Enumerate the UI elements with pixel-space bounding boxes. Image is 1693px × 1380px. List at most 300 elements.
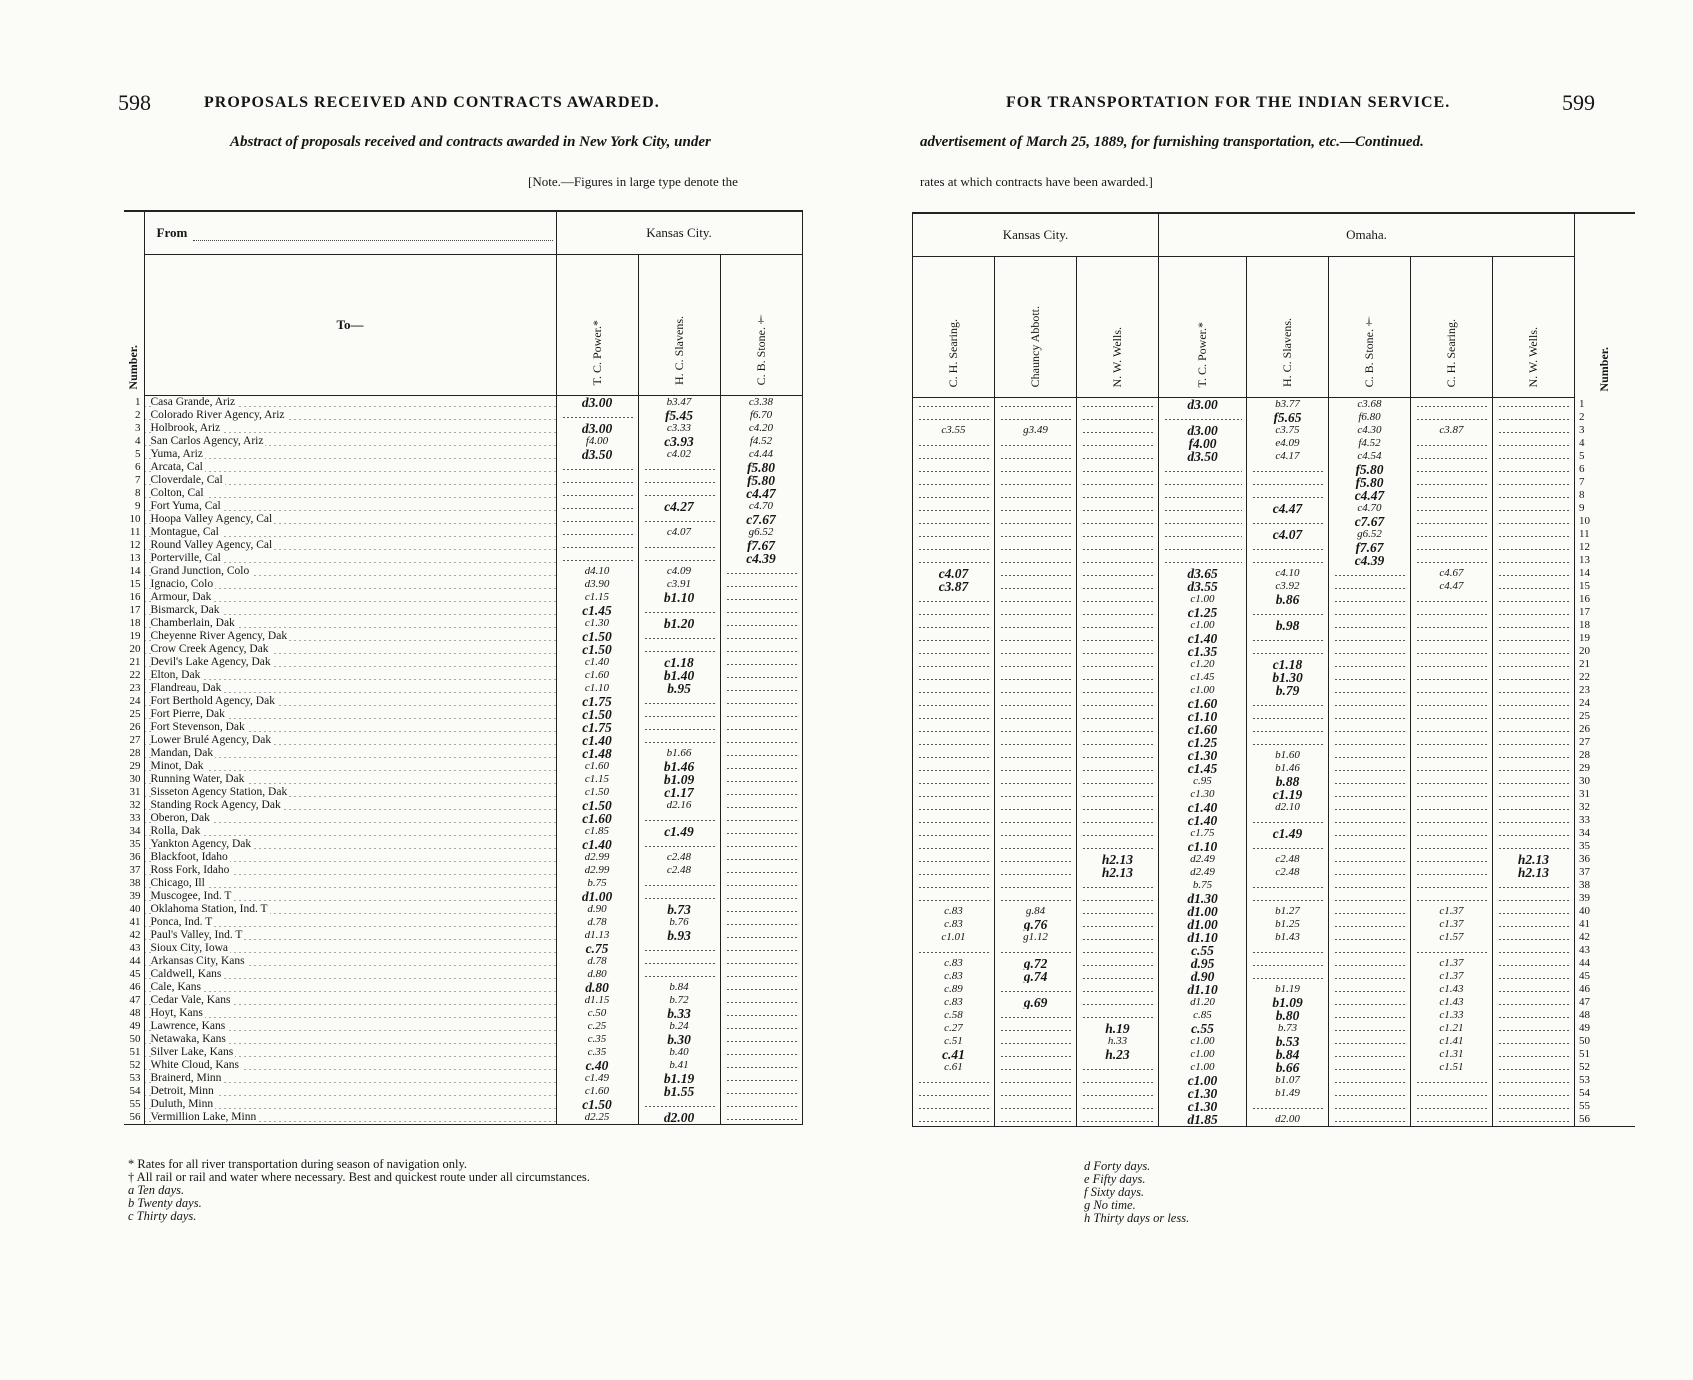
rate-cell <box>1411 801 1493 814</box>
rate-cell <box>1493 554 1575 567</box>
table-row <box>124 734 802 747</box>
rate-cell <box>720 942 802 955</box>
row-number: 48 <box>1575 1009 1635 1022</box>
row-number: 43 <box>1575 944 1635 957</box>
destination: Porterville, Cal <box>144 552 556 565</box>
rate-cell: g.72 <box>995 957 1077 970</box>
table-row <box>913 528 1635 541</box>
table-row <box>913 1035 1635 1048</box>
table-row <box>124 422 802 435</box>
rate-cell: c.55 <box>1159 944 1247 957</box>
table-row <box>124 578 802 591</box>
rate-cell <box>1329 905 1411 918</box>
rate-cell: b1.46 <box>638 760 720 773</box>
row-number: 25 <box>1575 710 1635 723</box>
rate-cell: d1.10 <box>1159 983 1247 996</box>
rate-cell <box>995 1035 1077 1048</box>
rate-cell: b.72 <box>638 994 720 1007</box>
rate-cell <box>1077 1087 1159 1100</box>
rate-cell <box>638 552 720 565</box>
table-row <box>124 669 802 682</box>
rate-cell <box>1493 1100 1575 1113</box>
rate-cell: c1.75 <box>1159 827 1247 840</box>
rate-cell: c1.40 <box>1159 632 1247 645</box>
rate-cell: b1.46 <box>1247 762 1329 775</box>
destination: Colton, Cal <box>144 487 556 500</box>
rate-cell: d3.50 <box>556 448 638 461</box>
rate-cell <box>556 461 638 474</box>
rate-cell <box>913 671 995 684</box>
table-row <box>913 723 1635 736</box>
rate-cell <box>1247 710 1329 723</box>
rate-cell <box>556 526 638 539</box>
row-number: 20 <box>124 643 144 656</box>
destination: Hoopa Valley Agency, Cal <box>144 513 556 526</box>
rate-cell <box>913 866 995 879</box>
row-number: 14 <box>124 565 144 578</box>
rate-cell <box>995 1113 1077 1127</box>
rate-cell <box>1247 892 1329 905</box>
rate-cell: c4.39 <box>1329 554 1411 567</box>
rate-cell <box>995 528 1077 541</box>
rate-cell <box>995 554 1077 567</box>
rate-cell <box>1493 931 1575 944</box>
rate-cell <box>720 1007 802 1020</box>
table-row <box>124 1111 802 1125</box>
rate-cell: c1.50 <box>556 708 638 721</box>
rate-cell: d.95 <box>1159 957 1247 970</box>
left-rates-table <box>124 210 803 1125</box>
rate-cell <box>995 710 1077 723</box>
table-row <box>124 968 802 981</box>
rate-cell <box>1493 580 1575 593</box>
bidder-header: N. W. Wells. <box>1493 257 1575 398</box>
rate-cell: b.80 <box>1247 1009 1329 1022</box>
table-row <box>913 775 1635 788</box>
table-row <box>124 695 802 708</box>
rate-cell: c4.27 <box>638 500 720 513</box>
rate-cell: c.50 <box>556 1007 638 1020</box>
rate-cell <box>1077 619 1159 632</box>
rate-cell <box>1077 502 1159 515</box>
bidder-header: T. C. Power.* <box>1159 257 1247 398</box>
footnotes <box>1084 1160 1189 1225</box>
rate-cell <box>1077 944 1159 957</box>
rate-cell <box>720 669 802 682</box>
bidder-header: C. H. Searing. <box>1411 257 1493 398</box>
rate-cell <box>1159 515 1247 528</box>
table-row <box>124 474 802 487</box>
rate-cell: c.61 <box>913 1061 995 1074</box>
rate-cell: c4.67 <box>1411 567 1493 580</box>
rate-cell <box>913 1113 995 1127</box>
table-row <box>124 604 802 617</box>
rate-cell: c1.00 <box>1159 619 1247 632</box>
rate-cell <box>1411 645 1493 658</box>
row-number: 4 <box>1575 437 1635 450</box>
row-number: 55 <box>1575 1100 1635 1113</box>
rate-cell <box>1411 684 1493 697</box>
footnote: f Sixty days. <box>1084 1185 1145 1199</box>
rate-cell <box>995 749 1077 762</box>
rate-cell: c1.40 <box>1159 801 1247 814</box>
rate-cell <box>1247 814 1329 827</box>
rate-cell <box>1411 736 1493 749</box>
rate-cell: c.95 <box>1159 775 1247 788</box>
table-row <box>913 814 1635 827</box>
row-number: 56 <box>124 1111 144 1125</box>
row-number: 30 <box>124 773 144 786</box>
table-row <box>124 929 802 942</box>
rate-cell <box>720 565 802 578</box>
table-row <box>124 864 802 877</box>
rate-cell: c1.75 <box>556 695 638 708</box>
destination: Fort Yuma, Cal <box>144 500 556 513</box>
rate-cell <box>913 632 995 645</box>
rate-cell <box>1329 1100 1411 1113</box>
rate-cell: e4.09 <box>1247 437 1329 450</box>
rate-cell <box>995 801 1077 814</box>
rate-cell: c.75 <box>556 942 638 955</box>
rate-cell <box>1329 567 1411 580</box>
rate-cell <box>1077 957 1159 970</box>
running-head: PROPOSALS RECEIVED AND CONTRACTS AWARDED. <box>204 94 660 111</box>
rate-cell: d.78 <box>556 955 638 968</box>
row-number: 54 <box>124 1085 144 1098</box>
rate-cell <box>1247 697 1329 710</box>
rate-cell <box>995 645 1077 658</box>
row-number: 15 <box>1575 580 1635 593</box>
rate-cell: c.55 <box>1159 1022 1247 1035</box>
rate-cell: c1.15 <box>556 591 638 604</box>
row-number: 50 <box>1575 1035 1635 1048</box>
table-row <box>913 567 1635 580</box>
row-number: 23 <box>124 682 144 695</box>
rate-cell <box>638 513 720 526</box>
table-row <box>124 396 802 410</box>
rate-cell <box>1411 723 1493 736</box>
rate-cell <box>1077 1009 1159 1022</box>
rate-cell <box>1493 658 1575 671</box>
rate-cell: b.53 <box>1247 1035 1329 1048</box>
rate-cell <box>1411 619 1493 632</box>
rate-cell: c1.40 <box>1159 814 1247 827</box>
rate-cell <box>720 1059 802 1072</box>
rate-cell <box>913 398 995 412</box>
rate-cell: b.24 <box>638 1020 720 1033</box>
rate-cell: d.80 <box>556 981 638 994</box>
rate-cell <box>995 476 1077 489</box>
rate-cell <box>1411 892 1493 905</box>
rate-cell <box>913 801 995 814</box>
rate-cell <box>1493 398 1575 412</box>
rate-cell: c1.40 <box>556 838 638 851</box>
table-row <box>913 840 1635 853</box>
rate-cell <box>720 617 802 630</box>
rate-cell <box>638 942 720 955</box>
table-row <box>124 1085 802 1098</box>
rate-cell: c.35 <box>556 1046 638 1059</box>
rate-cell <box>1493 697 1575 710</box>
rate-cell: c3.87 <box>913 580 995 593</box>
rate-cell <box>1247 944 1329 957</box>
rate-cell: b.40 <box>638 1046 720 1059</box>
rate-cell <box>720 786 802 799</box>
rate-cell <box>720 1085 802 1098</box>
rate-cell <box>995 697 1077 710</box>
destination: Lower Brulé Agency, Dak <box>144 734 556 747</box>
row-number: 2 <box>124 409 144 422</box>
rate-cell <box>995 502 1077 515</box>
rate-cell <box>1329 606 1411 619</box>
rate-cell <box>913 606 995 619</box>
rate-cell: c1.49 <box>638 825 720 838</box>
bidder-header: C. B. Stone.† <box>720 255 802 396</box>
row-number: 13 <box>1575 554 1635 567</box>
rate-cell: d1.20 <box>1159 996 1247 1009</box>
rate-cell: c1.00 <box>1159 593 1247 606</box>
rate-cell: h2.13 <box>1493 866 1575 879</box>
row-number: 53 <box>124 1072 144 1085</box>
rate-cell <box>1493 411 1575 424</box>
rate-cell <box>720 656 802 669</box>
rate-cell <box>1077 1113 1159 1127</box>
rate-cell <box>1077 697 1159 710</box>
rate-cell <box>913 489 995 502</box>
rate-cell: c4.20 <box>720 422 802 435</box>
rate-cell <box>638 461 720 474</box>
row-number: 37 <box>124 864 144 877</box>
row-number: 53 <box>1575 1074 1635 1087</box>
rate-cell: c1.43 <box>1411 996 1493 1009</box>
rate-cell <box>913 710 995 723</box>
row-number: 40 <box>1575 905 1635 918</box>
table-row <box>913 970 1635 983</box>
rate-cell <box>720 721 802 734</box>
rate-cell: c.83 <box>913 957 995 970</box>
rate-cell <box>995 1009 1077 1022</box>
rate-cell <box>1411 463 1493 476</box>
rate-cell <box>1411 1087 1493 1100</box>
rate-cell <box>995 398 1077 412</box>
destination: Casa Grande, Ariz <box>144 396 556 410</box>
destination: Running Water, Dak <box>144 773 556 786</box>
row-number: 40 <box>124 903 144 916</box>
rate-cell: c1.00 <box>1159 684 1247 697</box>
rate-cell: c1.31 <box>1411 1048 1493 1061</box>
right-page <box>846 0 1693 1380</box>
abstract-title: advertisement of March 25, 1889, for furnishing transportation, etc.—Continued. <box>920 134 1424 150</box>
rate-cell <box>1411 541 1493 554</box>
rate-cell: g1.12 <box>995 931 1077 944</box>
rate-cell <box>1411 762 1493 775</box>
rate-cell: f5.80 <box>1329 463 1411 476</box>
table-row <box>124 877 802 890</box>
rate-cell <box>1077 892 1159 905</box>
destination: Elton, Dak <box>144 669 556 682</box>
rate-cell <box>720 955 802 968</box>
rate-cell <box>913 528 995 541</box>
rate-cell <box>1493 775 1575 788</box>
destination: Armour, Dak <box>144 591 556 604</box>
rate-cell: d2.49 <box>1159 853 1247 866</box>
table-row <box>124 448 802 461</box>
rate-cell: g.84 <box>995 905 1077 918</box>
destination: Yankton Agency, Dak <box>144 838 556 851</box>
table-row <box>913 619 1635 632</box>
rate-cell <box>995 788 1077 801</box>
rate-cell: d1.00 <box>1159 905 1247 918</box>
rate-cell <box>638 890 720 903</box>
table-row <box>913 1009 1635 1022</box>
row-number: 44 <box>124 955 144 968</box>
rate-cell <box>1077 918 1159 931</box>
rate-cell <box>1329 1061 1411 1074</box>
row-number: 36 <box>1575 853 1635 866</box>
destination: Chicago, Ill <box>144 877 556 890</box>
rate-cell: c1.33 <box>1411 1009 1493 1022</box>
row-number: 54 <box>1575 1087 1635 1100</box>
rate-cell <box>1493 671 1575 684</box>
table-row <box>124 981 802 994</box>
table-row <box>124 591 802 604</box>
rate-cell: h.23 <box>1077 1048 1159 1061</box>
rate-cell: d3.65 <box>1159 567 1247 580</box>
destination: Hoyt, Kans <box>144 1007 556 1020</box>
right-rates-table <box>912 212 1635 1127</box>
rate-cell: d2.00 <box>638 1111 720 1125</box>
rate-cell: c4.47 <box>1411 580 1493 593</box>
rate-cell <box>1159 541 1247 554</box>
rate-cell <box>1493 645 1575 658</box>
table-row <box>124 799 802 812</box>
rate-cell <box>1077 775 1159 788</box>
table-row <box>913 658 1635 671</box>
row-number: 19 <box>1575 632 1635 645</box>
destination: Oberon, Dak <box>144 812 556 825</box>
rate-cell: b1.10 <box>638 591 720 604</box>
rate-cell: f4.00 <box>556 435 638 448</box>
rate-cell <box>913 554 995 567</box>
row-number: 29 <box>1575 762 1635 775</box>
rate-cell: f7.67 <box>720 539 802 552</box>
rate-cell <box>1077 398 1159 412</box>
rate-cell <box>1159 411 1247 424</box>
rate-cell <box>1411 528 1493 541</box>
rate-cell <box>1493 892 1575 905</box>
row-number: 12 <box>124 539 144 552</box>
rate-cell <box>995 463 1077 476</box>
table-row <box>124 409 802 422</box>
rate-cell <box>1329 931 1411 944</box>
rate-cell <box>1411 814 1493 827</box>
table-row <box>913 1048 1635 1061</box>
row-number: 30 <box>1575 775 1635 788</box>
rate-cell <box>1247 541 1329 554</box>
rate-cell <box>995 411 1077 424</box>
rate-cell: f5.65 <box>1247 411 1329 424</box>
rate-cell <box>995 879 1077 892</box>
rate-cell <box>1077 736 1159 749</box>
rate-cell: b.98 <box>1247 619 1329 632</box>
rate-cell: d3.00 <box>1159 424 1247 437</box>
rate-cell <box>1329 1035 1411 1048</box>
rate-cell <box>913 723 995 736</box>
table-row <box>124 461 802 474</box>
rate-cell <box>1077 580 1159 593</box>
rate-cell <box>1411 411 1493 424</box>
rate-cell <box>1247 879 1329 892</box>
rate-cell <box>1411 489 1493 502</box>
rate-cell: f5.80 <box>720 461 802 474</box>
rate-cell <box>720 968 802 981</box>
row-number: 56 <box>1575 1113 1635 1127</box>
rate-cell <box>1077 515 1159 528</box>
destination: Cloverdale, Cal <box>144 474 556 487</box>
rate-cell <box>1493 970 1575 983</box>
destination: Minot, Dak <box>144 760 556 773</box>
rate-cell <box>638 734 720 747</box>
rate-cell <box>720 1072 802 1085</box>
table-row <box>124 643 802 656</box>
table-row <box>124 565 802 578</box>
rate-cell <box>995 1048 1077 1061</box>
table-row <box>913 905 1635 918</box>
rate-cell: b1.19 <box>638 1072 720 1085</box>
table-row <box>124 1007 802 1020</box>
bidder-header: H. C. Slavens. <box>1247 257 1329 398</box>
rate-cell: d4.10 <box>556 565 638 578</box>
destination: Holbrook, Ariz <box>144 422 556 435</box>
rate-cell <box>1247 489 1329 502</box>
rate-cell <box>1493 476 1575 489</box>
rate-cell: c.58 <box>913 1009 995 1022</box>
rate-cell <box>1329 723 1411 736</box>
rate-cell <box>1077 658 1159 671</box>
destination: Standing Rock Agency, Dak <box>144 799 556 812</box>
rate-cell <box>720 929 802 942</box>
row-number: 18 <box>124 617 144 630</box>
rate-cell: c1.30 <box>1159 1087 1247 1100</box>
rate-cell <box>638 955 720 968</box>
rate-cell <box>1329 1022 1411 1035</box>
footnotes <box>128 1158 590 1223</box>
rate-cell <box>1493 996 1575 1009</box>
rate-cell: f6.70 <box>720 409 802 422</box>
row-number: 1 <box>1575 398 1635 412</box>
rate-cell <box>913 814 995 827</box>
rate-cell: f5.45 <box>638 409 720 422</box>
rate-cell <box>720 747 802 760</box>
rate-cell <box>1077 541 1159 554</box>
rate-cell <box>1159 463 1247 476</box>
table-row <box>913 684 1635 697</box>
rate-cell: c1.43 <box>1411 983 1493 996</box>
rate-cell <box>995 1074 1077 1087</box>
rate-cell: c1.00 <box>1159 1061 1247 1074</box>
rate-cell <box>1493 567 1575 580</box>
row-number: 3 <box>1575 424 1635 437</box>
table-row <box>913 411 1635 424</box>
table-row <box>913 1022 1635 1035</box>
table-row <box>913 749 1635 762</box>
row-number: 24 <box>1575 697 1635 710</box>
destination: Fort Stevenson, Dak <box>144 721 556 734</box>
bidder-header: C. B. Stone.† <box>1329 257 1411 398</box>
rate-cell: c1.21 <box>1411 1022 1493 1035</box>
rate-cell <box>720 916 802 929</box>
group-header-kansas-city: Kansas City. <box>913 213 1159 257</box>
